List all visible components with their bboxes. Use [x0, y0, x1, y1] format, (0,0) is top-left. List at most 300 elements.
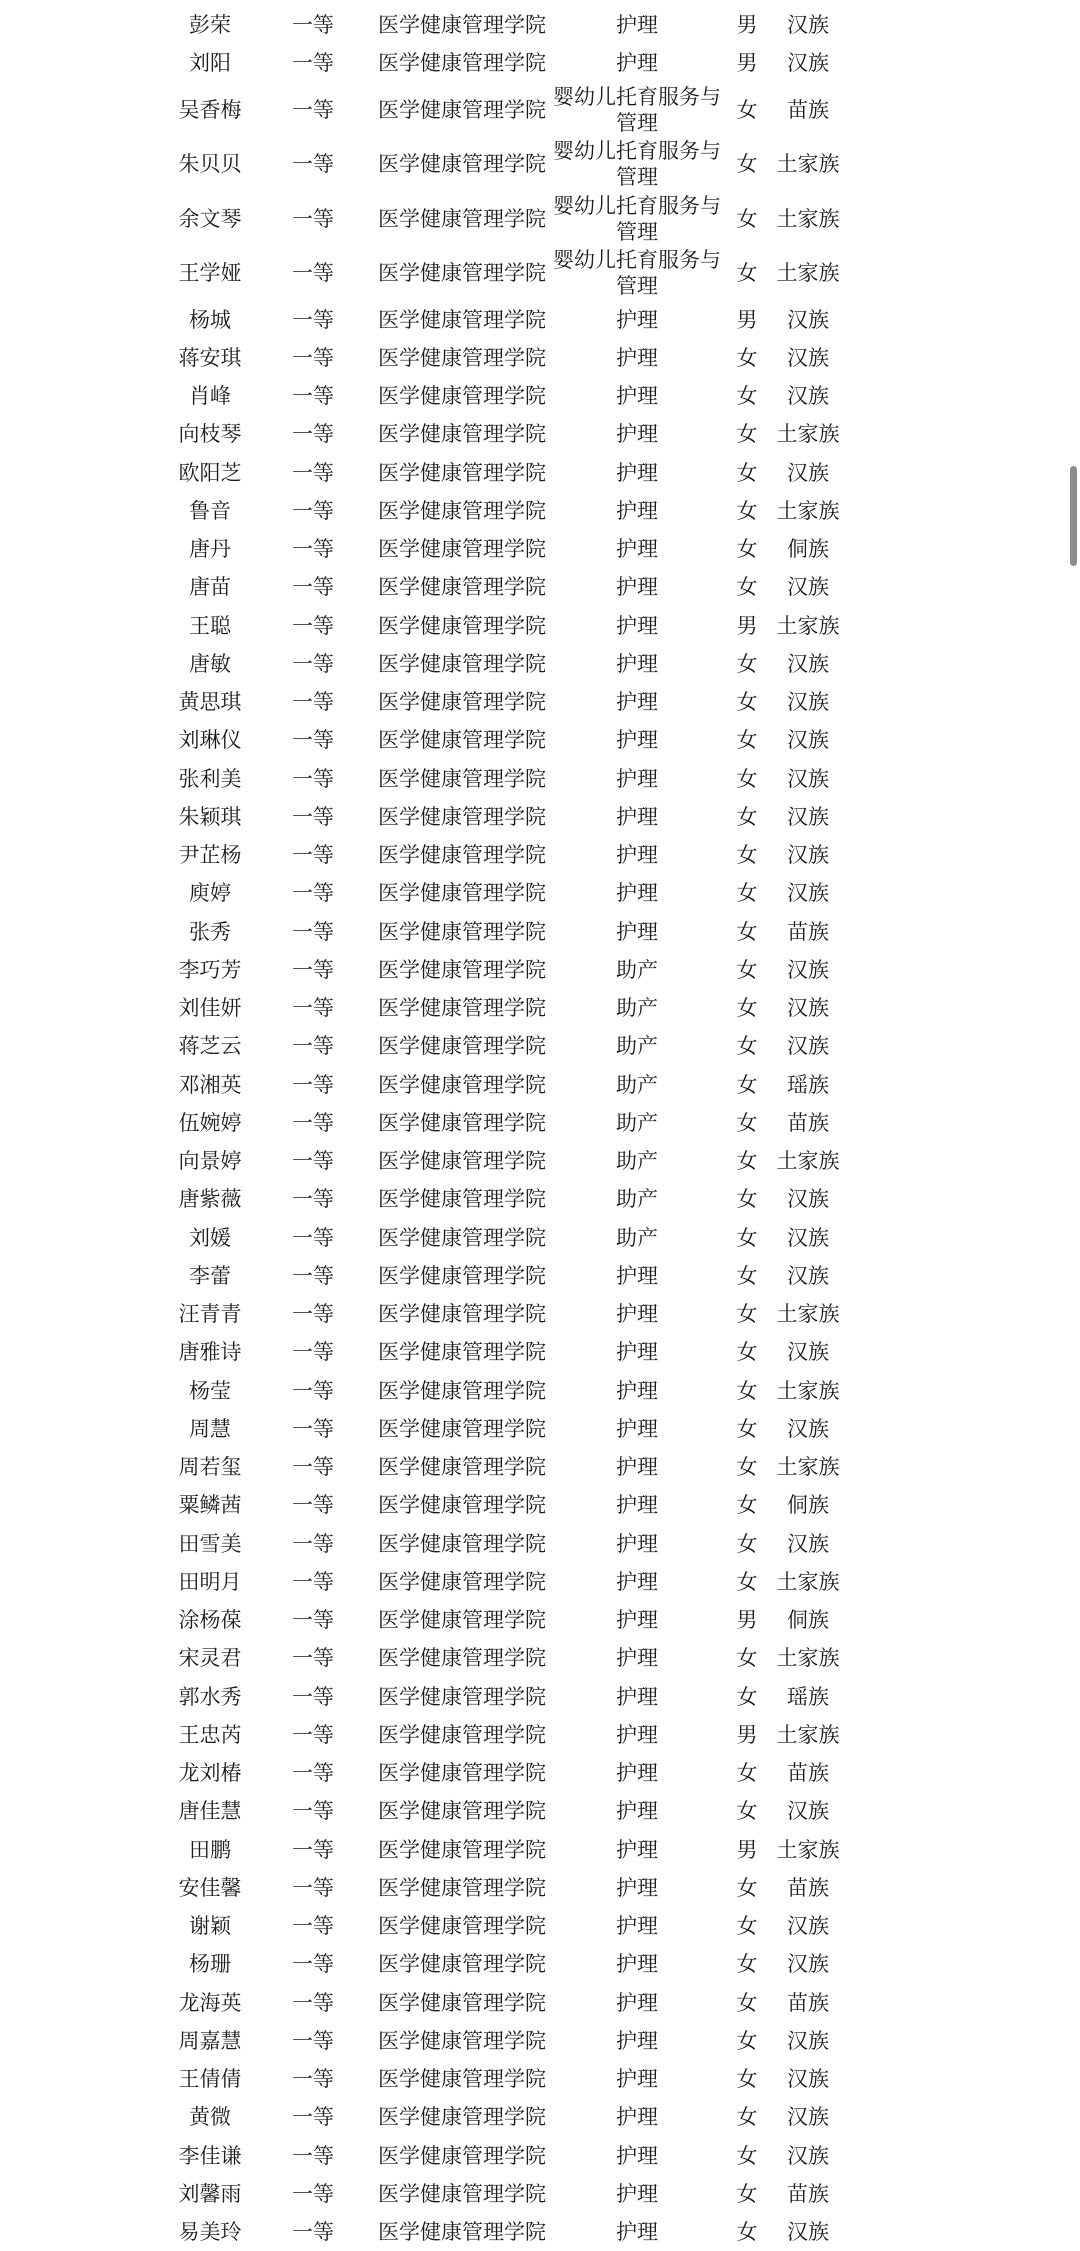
- gender: 女: [736, 460, 758, 485]
- award-level: 一等: [292, 152, 334, 177]
- table-row: [0, 1180, 1080, 1218]
- school-name: 医学健康管理学院: [378, 996, 546, 1021]
- school-name: 医学健康管理学院: [378, 384, 546, 409]
- major-name: 护理: [616, 1493, 658, 1518]
- school-name: 医学健康管理学院: [378, 919, 546, 944]
- student-name: 唐苗: [189, 575, 231, 600]
- table-row: [0, 44, 1080, 82]
- ethnicity: 侗族: [787, 1608, 829, 1633]
- major-name: 护理: [616, 1722, 658, 1747]
- table-row: [0, 1448, 1080, 1486]
- table-row: [0, 1831, 1080, 1869]
- award-level: 一等: [292, 1914, 334, 1939]
- student-name: 余文琴: [178, 206, 242, 231]
- award-level: 一等: [292, 843, 334, 868]
- table-row: [0, 301, 1080, 339]
- gender: 女: [736, 651, 758, 676]
- table-row: [0, 2137, 1080, 2175]
- award-level: 一等: [292, 728, 334, 753]
- major-name: 护理: [616, 1302, 658, 1327]
- student-name: 龙刘椿: [178, 1761, 242, 1786]
- major-name: 护理: [616, 1416, 658, 1441]
- award-level: 一等: [292, 2181, 334, 2206]
- table-row: [0, 913, 1080, 951]
- student-name: 蒋芝云: [178, 1034, 242, 1059]
- gender: 男: [736, 613, 758, 638]
- school-name: 医学健康管理学院: [378, 613, 546, 638]
- table-row: [0, 607, 1080, 645]
- gender: 女: [736, 996, 758, 1021]
- award-level: 一等: [292, 1302, 334, 1327]
- school-name: 医学健康管理学院: [378, 1722, 546, 1747]
- major-name: 护理: [616, 1837, 658, 1862]
- award-level: 一等: [292, 1531, 334, 1556]
- school-name: 医学健康管理学院: [378, 2220, 546, 2245]
- school-name: 医学健康管理学院: [378, 1646, 546, 1671]
- school-name: 医学健康管理学院: [378, 881, 546, 906]
- gender: 女: [736, 261, 758, 286]
- ethnicity: 汉族: [787, 766, 829, 791]
- award-level: 一等: [292, 2105, 334, 2130]
- major-name: 护理: [616, 2143, 658, 2168]
- school-name: 医学健康管理学院: [378, 1990, 546, 2015]
- award-level: 一等: [292, 1149, 334, 1174]
- award-level: 一等: [292, 690, 334, 715]
- school-name: 医学健康管理学院: [378, 804, 546, 829]
- award-level: 一等: [292, 1072, 334, 1097]
- table-row: [0, 836, 1080, 874]
- ethnicity: 土家族: [776, 1569, 840, 1594]
- ethnicity: 汉族: [787, 460, 829, 485]
- major-name: 助产: [616, 1072, 658, 1097]
- student-name: 宋灵君: [178, 1646, 242, 1671]
- student-name: 唐佳慧: [178, 1799, 242, 1824]
- school-name: 医学健康管理学院: [378, 13, 546, 38]
- award-level: 一等: [292, 1263, 334, 1288]
- gender: 女: [736, 1990, 758, 2015]
- school-name: 医学健康管理学院: [378, 1493, 546, 1518]
- ethnicity: 土家族: [776, 1378, 840, 1403]
- table-row: [0, 2022, 1080, 2060]
- student-name: 杨城: [189, 307, 231, 332]
- student-name: 龙海英: [178, 1990, 242, 2015]
- major-name: 护理: [616, 919, 658, 944]
- school-name: 医学健康管理学院: [378, 422, 546, 447]
- ethnicity: 汉族: [787, 843, 829, 868]
- ethnicity: 苗族: [787, 1990, 829, 2015]
- ethnicity: 土家族: [776, 1837, 840, 1862]
- award-level: 一等: [292, 1416, 334, 1441]
- major-name: 护理: [616, 1875, 658, 1900]
- student-name: 唐雅诗: [178, 1340, 242, 1365]
- major-name: 护理: [616, 843, 658, 868]
- ethnicity: 汉族: [787, 881, 829, 906]
- school-name: 医学健康管理学院: [378, 2105, 546, 2130]
- table-row: [0, 83, 1080, 138]
- major-name: 助产: [616, 996, 658, 1021]
- table-row: [0, 989, 1080, 1027]
- gender: 女: [736, 384, 758, 409]
- ethnicity: 苗族: [787, 97, 829, 122]
- major-name: 护理: [616, 1340, 658, 1365]
- school-name: 医学健康管理学院: [378, 1761, 546, 1786]
- table-row: [0, 645, 1080, 683]
- ethnicity: 汉族: [787, 345, 829, 370]
- student-name: 唐紫薇: [178, 1187, 242, 1212]
- school-name: 医学健康管理学院: [378, 498, 546, 523]
- gender: 女: [736, 690, 758, 715]
- award-level: 一等: [292, 1455, 334, 1480]
- award-level: 一等: [292, 307, 334, 332]
- student-name: 李巧芳: [178, 957, 242, 982]
- school-name: 医学健康管理学院: [378, 206, 546, 231]
- gender: 女: [736, 2220, 758, 2245]
- award-level: 一等: [292, 460, 334, 485]
- school-name: 医学健康管理学院: [378, 537, 546, 562]
- major-name: 助产: [616, 1110, 658, 1135]
- ethnicity: 汉族: [787, 1799, 829, 1824]
- award-level: 一等: [292, 1799, 334, 1824]
- gender: 女: [736, 2028, 758, 2053]
- student-name: 朱贝贝: [178, 152, 242, 177]
- ethnicity: 土家族: [776, 613, 840, 638]
- student-name: 郭水秀: [178, 1684, 242, 1709]
- ethnicity: 汉族: [787, 996, 829, 1021]
- student-name: 庾婷: [189, 881, 231, 906]
- ethnicity: 苗族: [787, 1761, 829, 1786]
- award-level: 一等: [292, 537, 334, 562]
- school-name: 医学健康管理学院: [378, 1952, 546, 1977]
- table-row: [0, 339, 1080, 377]
- major-name: 护理: [616, 51, 658, 76]
- gender: 女: [736, 1531, 758, 1556]
- gender: 女: [736, 957, 758, 982]
- scrollbar-thumb[interactable]: [1070, 466, 1077, 566]
- award-level: 一等: [292, 919, 334, 944]
- student-name: 刘佳妍: [178, 996, 242, 1021]
- gender: 女: [736, 1914, 758, 1939]
- major-name: 护理: [616, 460, 658, 485]
- award-level: 一等: [292, 498, 334, 523]
- student-name: 涂杨葆: [178, 1608, 242, 1633]
- major-name: 护理: [616, 2220, 658, 2245]
- gender: 男: [736, 1722, 758, 1747]
- major-name: 护理: [616, 1608, 658, 1633]
- student-name: 田鹏: [189, 1837, 231, 1862]
- ethnicity: 侗族: [787, 537, 829, 562]
- school-name: 医学健康管理学院: [378, 2028, 546, 2053]
- major-name: 婴幼儿托育服务与管理: [553, 248, 721, 299]
- major-name: 护理: [616, 1531, 658, 1556]
- gender: 女: [736, 1378, 758, 1403]
- gender: 女: [736, 1149, 758, 1174]
- school-name: 医学健康管理学院: [378, 1225, 546, 1250]
- award-level: 一等: [292, 1187, 334, 1212]
- school-name: 医学健康管理学院: [378, 1110, 546, 1135]
- award-level: 一等: [292, 575, 334, 600]
- gender: 女: [736, 1455, 758, 1480]
- gender: 女: [736, 1034, 758, 1059]
- ethnicity: 汉族: [787, 1952, 829, 1977]
- table-row: [0, 492, 1080, 530]
- school-name: 医学健康管理学院: [378, 2181, 546, 2206]
- award-level: 一等: [292, 613, 334, 638]
- ethnicity: 汉族: [787, 1263, 829, 1288]
- school-name: 医学健康管理学院: [378, 261, 546, 286]
- major-name: 护理: [616, 1569, 658, 1594]
- school-name: 医学健康管理学院: [378, 51, 546, 76]
- table-row: [0, 1104, 1080, 1142]
- ethnicity: 汉族: [787, 1416, 829, 1441]
- table-row: [0, 2175, 1080, 2213]
- table-row: [0, 6, 1080, 44]
- major-name: 婴幼儿托育服务与管理: [553, 139, 721, 190]
- student-name: 唐敏: [189, 651, 231, 676]
- student-name: 王学娅: [178, 261, 242, 286]
- major-name: 护理: [616, 498, 658, 523]
- student-name: 肖峰: [189, 384, 231, 409]
- ethnicity: 苗族: [787, 2181, 829, 2206]
- student-name: 吴香梅: [178, 97, 242, 122]
- award-level: 一等: [292, 1722, 334, 1747]
- school-name: 医学健康管理学院: [378, 843, 546, 868]
- student-name: 王倩倩: [178, 2067, 242, 2092]
- ethnicity: 土家族: [776, 1646, 840, 1671]
- table-row: [0, 1869, 1080, 1907]
- ethnicity: 土家族: [776, 206, 840, 231]
- ethnicity: 苗族: [787, 1875, 829, 1900]
- award-level: 一等: [292, 1569, 334, 1594]
- school-name: 医学健康管理学院: [378, 690, 546, 715]
- award-level: 一等: [292, 261, 334, 286]
- table-row: [0, 1678, 1080, 1716]
- table-row: [0, 1601, 1080, 1639]
- school-name: 医学健康管理学院: [378, 651, 546, 676]
- gender: 女: [736, 1225, 758, 1250]
- school-name: 医学健康管理学院: [378, 1302, 546, 1327]
- major-name: 护理: [616, 728, 658, 753]
- award-level: 一等: [292, 651, 334, 676]
- student-name: 欧阳芝: [178, 460, 242, 485]
- school-name: 医学健康管理学院: [378, 1378, 546, 1403]
- student-name: 刘琳仪: [178, 728, 242, 753]
- award-level: 一等: [292, 996, 334, 1021]
- award-level: 一等: [292, 1110, 334, 1135]
- table-row: [0, 1066, 1080, 1104]
- student-name: 向枝琴: [178, 422, 242, 447]
- table-row: [0, 1792, 1080, 1830]
- table-row: [0, 1410, 1080, 1448]
- table-row: [0, 1295, 1080, 1333]
- major-name: 婴幼儿托育服务与管理: [553, 193, 721, 244]
- table-row: [0, 2060, 1080, 2098]
- ethnicity: 汉族: [787, 1187, 829, 1212]
- award-level: 一等: [292, 766, 334, 791]
- ethnicity: 汉族: [787, 575, 829, 600]
- major-name: 护理: [616, 1952, 658, 1977]
- ethnicity: 汉族: [787, 1531, 829, 1556]
- student-name: 田雪美: [178, 1531, 242, 1556]
- school-name: 医学健康管理学院: [378, 1034, 546, 1059]
- ethnicity: 汉族: [787, 1340, 829, 1365]
- table-row: [0, 1486, 1080, 1524]
- table-row: [0, 683, 1080, 721]
- table-row: [0, 246, 1080, 301]
- school-name: 医学健康管理学院: [378, 345, 546, 370]
- ethnicity: 汉族: [787, 1034, 829, 1059]
- student-name: 田明月: [178, 1569, 242, 1594]
- ethnicity: 土家族: [776, 422, 840, 447]
- award-level: 一等: [292, 1952, 334, 1977]
- ethnicity: 土家族: [776, 1455, 840, 1480]
- ethnicity: 汉族: [787, 51, 829, 76]
- ethnicity: 瑶族: [787, 1684, 829, 1709]
- table-row: [0, 1907, 1080, 1945]
- table-row: [0, 137, 1080, 192]
- major-name: 护理: [616, 2105, 658, 2130]
- school-name: 医学健康管理学院: [378, 1837, 546, 1862]
- major-name: 护理: [616, 2028, 658, 2053]
- ethnicity: 汉族: [787, 13, 829, 38]
- major-name: 助产: [616, 1149, 658, 1174]
- major-name: 护理: [616, 1263, 658, 1288]
- table-row: [0, 454, 1080, 492]
- table-row: [0, 1027, 1080, 1065]
- ethnicity: 土家族: [776, 261, 840, 286]
- major-name: 护理: [616, 1684, 658, 1709]
- major-name: 护理: [616, 1378, 658, 1403]
- gender: 男: [736, 51, 758, 76]
- award-level: 一等: [292, 1990, 334, 2015]
- ethnicity: 汉族: [787, 2143, 829, 2168]
- ethnicity: 土家族: [776, 1149, 840, 1174]
- award-level: 一等: [292, 422, 334, 447]
- award-level: 一等: [292, 345, 334, 370]
- table-row: [0, 874, 1080, 912]
- award-level: 一等: [292, 1875, 334, 1900]
- major-name: 护理: [616, 881, 658, 906]
- student-name: 朱颖琪: [178, 804, 242, 829]
- gender: 男: [736, 307, 758, 332]
- major-name: 助产: [616, 1187, 658, 1212]
- ethnicity: 瑶族: [787, 1072, 829, 1097]
- student-name: 李蕾: [189, 1263, 231, 1288]
- school-name: 医学健康管理学院: [378, 728, 546, 753]
- gender: 女: [736, 1799, 758, 1824]
- major-name: 护理: [616, 804, 658, 829]
- ethnicity: 土家族: [776, 498, 840, 523]
- ethnicity: 土家族: [776, 1722, 840, 1747]
- ethnicity: 土家族: [776, 1302, 840, 1327]
- student-name: 易美玲: [178, 2220, 242, 2245]
- table-row: [0, 1945, 1080, 1983]
- gender: 女: [736, 919, 758, 944]
- award-level: 一等: [292, 1837, 334, 1862]
- table-row: [0, 530, 1080, 568]
- gender: 女: [736, 422, 758, 447]
- school-name: 医学健康管理学院: [378, 2143, 546, 2168]
- table-row: [0, 2213, 1080, 2251]
- student-name: 刘阳: [189, 51, 231, 76]
- gender: 女: [736, 152, 758, 177]
- award-level: 一等: [292, 2143, 334, 2168]
- table-row: [0, 1142, 1080, 1180]
- gender: 女: [736, 537, 758, 562]
- gender: 女: [736, 206, 758, 231]
- school-name: 医学健康管理学院: [378, 957, 546, 982]
- major-name: 护理: [616, 575, 658, 600]
- major-name: 护理: [616, 1455, 658, 1480]
- award-level: 一等: [292, 1608, 334, 1633]
- major-name: 护理: [616, 690, 658, 715]
- school-name: 医学健康管理学院: [378, 1684, 546, 1709]
- award-level: 一等: [292, 51, 334, 76]
- major-name: 护理: [616, 384, 658, 409]
- student-name: 汪青青: [178, 1302, 242, 1327]
- table-row: [0, 415, 1080, 453]
- student-name: 尹芷杨: [178, 843, 242, 868]
- gender: 女: [736, 2181, 758, 2206]
- student-name: 张秀: [189, 919, 231, 944]
- student-name: 彭荣: [189, 13, 231, 38]
- gender: 女: [736, 1416, 758, 1441]
- student-name: 周慧: [189, 1416, 231, 1441]
- table-row: [0, 798, 1080, 836]
- gender: 女: [736, 1263, 758, 1288]
- school-name: 医学健康管理学院: [378, 1569, 546, 1594]
- ethnicity: 汉族: [787, 1914, 829, 1939]
- award-level: 一等: [292, 13, 334, 38]
- table-row: [0, 568, 1080, 606]
- major-name: 护理: [616, 1799, 658, 1824]
- gender: 男: [736, 1608, 758, 1633]
- table-row: [0, 1639, 1080, 1677]
- gender: 女: [736, 2067, 758, 2092]
- major-name: 护理: [616, 651, 658, 676]
- student-name: 向景婷: [178, 1149, 242, 1174]
- gender: 女: [736, 1952, 758, 1977]
- major-name: 护理: [616, 307, 658, 332]
- gender: 女: [736, 1684, 758, 1709]
- ethnicity: 汉族: [787, 804, 829, 829]
- major-name: 助产: [616, 1034, 658, 1059]
- major-name: 护理: [616, 2181, 658, 2206]
- ethnicity: 汉族: [787, 384, 829, 409]
- ethnicity: 侗族: [787, 1493, 829, 1518]
- table-row: [0, 1984, 1080, 2022]
- gender: 女: [736, 881, 758, 906]
- school-name: 医学健康管理学院: [378, 1187, 546, 1212]
- table-row: [0, 760, 1080, 798]
- gender: 女: [736, 2143, 758, 2168]
- award-level: 一等: [292, 1493, 334, 1518]
- gender: 女: [736, 1761, 758, 1786]
- table-row: [0, 721, 1080, 759]
- award-level: 一等: [292, 97, 334, 122]
- gender: 女: [736, 1302, 758, 1327]
- ethnicity: 汉族: [787, 307, 829, 332]
- gender: 女: [736, 1340, 758, 1365]
- major-name: 护理: [616, 537, 658, 562]
- student-name: 杨珊: [189, 1952, 231, 1977]
- table-row: [0, 1563, 1080, 1601]
- student-name: 王忠芮: [178, 1722, 242, 1747]
- table-row: [0, 377, 1080, 415]
- student-name: 安佳馨: [178, 1875, 242, 1900]
- school-name: 医学健康管理学院: [378, 1799, 546, 1824]
- school-name: 医学健康管理学院: [378, 460, 546, 485]
- major-name: 助产: [616, 957, 658, 982]
